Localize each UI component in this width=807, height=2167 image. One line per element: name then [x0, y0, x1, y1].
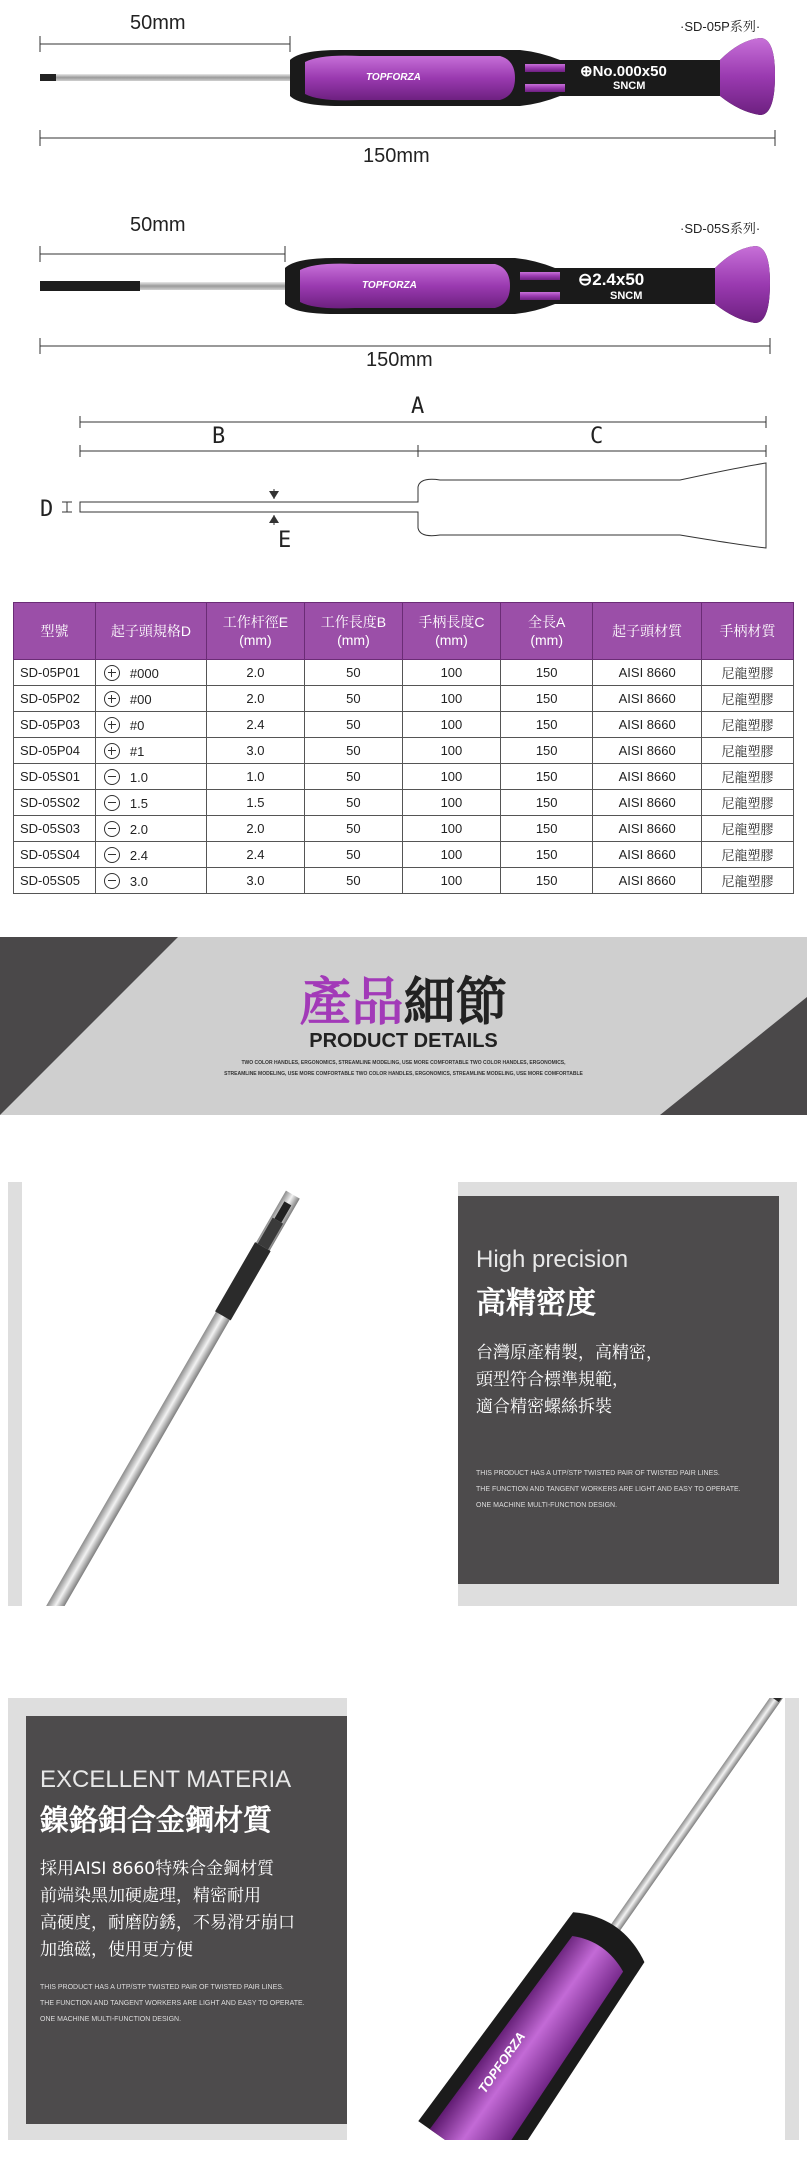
cell-handle-material — [701, 738, 793, 764]
fine-print-line: THE FUNCTION AND TANGENT WORKERS ARE LIGHT AND EASY TO OPERATE. — [476, 1486, 741, 1493]
cell-handle-length — [402, 660, 500, 686]
cell-shaft-diameter — [206, 764, 304, 790]
cell-text: 50 — [346, 691, 361, 706]
column-header: 起子頭規格D — [95, 603, 206, 660]
handle-material: SNCM — [613, 80, 646, 92]
cell-handle-material — [701, 712, 793, 738]
cell-text: AISI 8660 — [618, 769, 676, 784]
card-english-title: EXCELLENT MATERIA — [40, 1766, 292, 1793]
cell-model — [14, 868, 96, 894]
cell-text: 150 — [535, 769, 558, 784]
total-length-label: 150mm — [363, 145, 430, 167]
cell-working-length — [304, 816, 402, 842]
cell-shaft-diameter — [206, 790, 304, 816]
cell-text: SD-05S05 — [20, 873, 80, 888]
cell-model — [14, 790, 96, 816]
table-row — [14, 686, 794, 712]
slotted-icon — [104, 795, 120, 811]
cell-text: 100 — [440, 769, 463, 784]
cell-text: SD-05P03 — [20, 717, 80, 732]
cell-model — [14, 816, 96, 842]
cell-text: SD-05S03 — [20, 821, 80, 836]
cell-text: 100 — [440, 665, 463, 680]
column-header: 手柄材質 — [701, 603, 793, 660]
tip-length-label: 50mm — [130, 214, 186, 236]
column-header: 手柄長度C (mm) — [402, 603, 500, 660]
cell-text: #1 — [129, 743, 145, 759]
dimension-c-label: C — [590, 424, 604, 449]
cell-total-length — [500, 712, 592, 738]
cell-handle-material — [701, 842, 793, 868]
cell-text: 1.5 — [246, 795, 265, 810]
cell-handle-length — [402, 686, 500, 712]
logo: TOPFORZA — [362, 280, 417, 291]
desc-line: 頭型符合標準規範， — [476, 1370, 629, 1390]
cell-text: AISI 8660 — [618, 743, 676, 758]
table-row — [14, 660, 794, 686]
cell-total-length — [500, 738, 592, 764]
cell-total-length — [500, 790, 592, 816]
cell-total-length — [500, 764, 592, 790]
dimension-a-label: A — [411, 394, 425, 419]
cell-handle-material — [701, 660, 793, 686]
fine-print-line: THIS PRODUCT HAS A UTP/STP TWISTED PAIR OF TWISTED PAIR LINES. — [40, 1984, 284, 1991]
cell-working-length — [304, 868, 402, 894]
fine-print-line: ONE MACHINE MULTI-FUNCTION DESIGN. — [40, 2016, 182, 2023]
cell-text: 尼龍塑膠 — [721, 770, 774, 785]
cell-handle-material — [701, 816, 793, 842]
card-chinese-title: 高精密度 — [476, 1286, 596, 1321]
cell-text: 150 — [535, 821, 558, 836]
cell-text: 150 — [535, 665, 558, 680]
cell-text: 尼龍塑膠 — [721, 692, 774, 707]
cell-total-length — [500, 842, 592, 868]
cell-total-length — [500, 660, 592, 686]
cell-handle-length — [402, 842, 500, 868]
banner-title — [0, 960, 807, 1035]
table-row — [14, 738, 794, 764]
phillips-icon — [104, 691, 120, 707]
cell-tip-material — [593, 868, 702, 894]
cell-text: 尼龍塑膠 — [721, 718, 774, 733]
cell-text: 150 — [535, 691, 558, 706]
cell-model — [14, 686, 96, 712]
cell-model — [14, 712, 96, 738]
cell-tip-spec — [95, 790, 206, 816]
logo: TOPFORZA — [475, 2029, 529, 2096]
handle-marking: ⊖2.4x50 — [578, 270, 645, 289]
spec-table — [13, 602, 794, 894]
cell-handle-length — [402, 868, 500, 894]
desc-line: 採用AISI 8660特殊合金鋼材質 — [40, 1859, 275, 1879]
cell-working-length — [304, 660, 402, 686]
total-length-label: 150mm — [366, 349, 433, 371]
cell-handle-material — [701, 686, 793, 712]
cell-text: AISI 8660 — [618, 795, 676, 810]
cell-tip-spec — [95, 842, 206, 868]
cell-text: 1.0 — [129, 769, 148, 785]
cell-text: 100 — [440, 717, 463, 732]
cell-text: 3.0 — [129, 873, 148, 889]
cell-working-length — [304, 790, 402, 816]
banner-subtitle: PRODUCT DETAILS — [309, 1030, 498, 1052]
cell-text: 150 — [535, 847, 558, 862]
banner-tagline: TWO COLOR HANDLES, ERGONOMICS, STREAMLINE MODELING, USE MORE COMFORTABLE TWO COLOR HANDLES, ERGONOMICS, — [241, 1060, 566, 1066]
cell-shaft-diameter — [206, 738, 304, 764]
cell-text: 2.4 — [246, 847, 265, 862]
card-description — [476, 1340, 663, 1421]
table-row — [14, 842, 794, 868]
handle-material: SNCM — [610, 290, 643, 302]
cell-text: 2.0 — [129, 821, 148, 837]
card-fine-print — [476, 1466, 741, 1514]
cell-text: #00 — [129, 691, 152, 707]
cell-text: 3.0 — [246, 873, 265, 888]
cell-text: 50 — [346, 873, 361, 888]
side-bar — [785, 1698, 799, 2140]
cell-text: #000 — [129, 665, 159, 681]
cell-text: AISI 8660 — [618, 873, 676, 888]
cell-handle-length — [402, 712, 500, 738]
table-header-row — [14, 603, 794, 660]
cell-text: AISI 8660 — [618, 847, 676, 862]
desc-line: 加強磁，使用更方便 — [40, 1940, 193, 1960]
table-row — [14, 764, 794, 790]
table-row — [14, 868, 794, 894]
cell-shaft-diameter — [206, 660, 304, 686]
cell-tip-spec — [95, 738, 206, 764]
cell-text: 2.4 — [246, 717, 265, 732]
cell-tip-spec — [95, 686, 206, 712]
fine-print-line: THE FUNCTION AND TANGENT WORKERS ARE LIGHT AND EASY TO OPERATE. — [40, 2000, 305, 2007]
column-header: 起子頭材質 — [593, 603, 702, 660]
desc-line: 適合精密螺絲拆裝 — [476, 1397, 612, 1417]
cell-handle-material — [701, 790, 793, 816]
cell-text: 尼龍塑膠 — [721, 848, 774, 863]
fine-print-line: THIS PRODUCT HAS A UTP/STP TWISTED PAIR OF TWISTED PAIR LINES. — [476, 1470, 720, 1477]
cell-text: 150 — [535, 873, 558, 888]
cell-text: SD-05S01 — [20, 769, 80, 784]
banner-title-rest: 細節 — [403, 973, 508, 1033]
cell-shaft-diameter — [206, 842, 304, 868]
phillips-icon — [104, 717, 120, 733]
cell-text: 2.0 — [246, 821, 265, 836]
slotted-icon — [104, 769, 120, 785]
side-bar — [8, 1182, 22, 1606]
column-header: 工作長度B (mm) — [304, 603, 402, 660]
cell-tip-spec — [95, 764, 206, 790]
cell-text: 150 — [535, 743, 558, 758]
banner-title-accent: 產品 — [299, 973, 404, 1033]
card-description — [40, 1856, 295, 1964]
feature-card-precision — [458, 1196, 779, 1584]
table-row — [14, 816, 794, 842]
feature-card-material — [26, 1716, 347, 2124]
slotted-icon — [104, 873, 120, 889]
desc-line: 高硬度，耐磨防銹，不易滑牙崩口 — [40, 1913, 295, 1933]
dimension-b-label: B — [212, 424, 226, 449]
cell-text: 1.5 — [129, 795, 148, 811]
cell-text: SD-05P01 — [20, 665, 80, 680]
cell-tip-material — [593, 842, 702, 868]
cell-text: 2.0 — [246, 691, 265, 706]
cell-text: 100 — [440, 743, 463, 758]
cell-shaft-diameter — [206, 686, 304, 712]
column-header: 型號 — [14, 603, 96, 660]
cell-text: 50 — [346, 821, 361, 836]
phillips-icon — [104, 665, 120, 681]
cell-handle-length — [402, 816, 500, 842]
cell-tip-spec — [95, 660, 206, 686]
cell-total-length — [500, 868, 592, 894]
cell-handle-length — [402, 738, 500, 764]
slotted-icon — [104, 847, 120, 863]
cell-tip-material — [593, 660, 702, 686]
cell-text: SD-05P04 — [20, 743, 80, 758]
cell-tip-spec — [95, 816, 206, 842]
cell-handle-material — [701, 764, 793, 790]
cell-handle-material — [701, 868, 793, 894]
handle-marking: ⊕No.000x50 — [580, 63, 667, 80]
cell-text: SD-05S04 — [20, 847, 80, 862]
cell-text: SD-05S02 — [20, 795, 80, 810]
cell-working-length — [304, 764, 402, 790]
cell-text: 100 — [440, 795, 463, 810]
handle-photo — [360, 1698, 785, 2140]
logo: TOPFORZA — [366, 72, 421, 83]
cell-text: 50 — [346, 769, 361, 784]
slotted-icon — [104, 821, 120, 837]
card-fine-print — [40, 1980, 305, 2028]
cell-working-length — [304, 842, 402, 868]
cell-text: 尼龍塑膠 — [721, 744, 774, 759]
dimension-schematic — [0, 395, 807, 565]
cell-tip-spec — [95, 868, 206, 894]
tip-photo — [22, 1182, 332, 1606]
cell-text: 尼龍塑膠 — [721, 796, 774, 811]
cell-text: 50 — [346, 743, 361, 758]
cell-text: 尼龍塑膠 — [721, 666, 774, 681]
cell-model — [14, 738, 96, 764]
cell-text: 50 — [346, 717, 361, 732]
cell-text: #0 — [129, 717, 145, 733]
cell-shaft-diameter — [206, 816, 304, 842]
cell-text: 50 — [346, 847, 361, 862]
cell-tip-material — [593, 712, 702, 738]
cell-text: AISI 8660 — [618, 821, 676, 836]
cell-text: 50 — [346, 665, 361, 680]
banner-tagline: STREAMLINE MODELING, USE MORE COMFORTABLE TWO COLOR HANDLES, ERGONOMICS, STREAMLINE MODELING, USE MORE COMFORTABLE — [224, 1071, 583, 1077]
cell-shaft-diameter — [206, 868, 304, 894]
cell-total-length — [500, 686, 592, 712]
cell-text: 50 — [346, 795, 361, 810]
cell-text: AISI 8660 — [618, 665, 676, 680]
cell-text: 150 — [535, 717, 558, 732]
cell-tip-spec — [95, 712, 206, 738]
cell-working-length — [304, 686, 402, 712]
cell-handle-length — [402, 764, 500, 790]
cell-text: 3.0 — [246, 743, 265, 758]
cell-text: 100 — [440, 847, 463, 862]
dimension-e-label: E — [278, 528, 292, 553]
cell-tip-material — [593, 764, 702, 790]
column-header: 全長A (mm) — [500, 603, 592, 660]
cell-tip-material — [593, 738, 702, 764]
dimension-d-label: D — [40, 497, 54, 522]
series-label: ·SD-05S系列· — [680, 221, 761, 236]
fine-print-line: ONE MACHINE MULTI-FUNCTION DESIGN. — [476, 1502, 618, 1509]
cell-total-length — [500, 816, 592, 842]
cell-tip-material — [593, 790, 702, 816]
cell-tip-material — [593, 686, 702, 712]
cell-text: 尼龍塑膠 — [721, 874, 774, 889]
cell-text: 100 — [440, 873, 463, 888]
cell-working-length — [304, 712, 402, 738]
cell-text: 2.0 — [246, 665, 265, 680]
cell-text: 100 — [440, 691, 463, 706]
cell-text: 尼龍塑膠 — [721, 822, 774, 837]
desc-line: 台灣原產精製，高精密， — [476, 1343, 663, 1363]
phillips-icon — [104, 743, 120, 759]
card-english-title: High precision — [476, 1246, 629, 1273]
cell-text: 150 — [535, 795, 558, 810]
cell-working-length — [304, 738, 402, 764]
cell-text: 1.0 — [246, 769, 265, 784]
cell-text: AISI 8660 — [618, 691, 676, 706]
cell-model — [14, 660, 96, 686]
series-label: ·SD-05P系列· — [680, 19, 761, 34]
cell-text: 2.4 — [129, 847, 148, 863]
cell-text: 100 — [440, 821, 463, 836]
card-chinese-title: 鎳鉻鉬合金鋼材質 — [40, 1803, 273, 1837]
table-row — [14, 712, 794, 738]
table-row — [14, 790, 794, 816]
cell-text: SD-05P02 — [20, 691, 80, 706]
cell-model — [14, 764, 96, 790]
tip-length-label: 50mm — [130, 12, 186, 34]
desc-line: 前端染黑加硬處理，精密耐用 — [40, 1886, 261, 1906]
cell-shaft-diameter — [206, 712, 304, 738]
cell-tip-material — [593, 816, 702, 842]
cell-model — [14, 842, 96, 868]
cell-handle-length — [402, 790, 500, 816]
cell-text: AISI 8660 — [618, 717, 676, 732]
column-header: 工作杆徑E (mm) — [206, 603, 304, 660]
